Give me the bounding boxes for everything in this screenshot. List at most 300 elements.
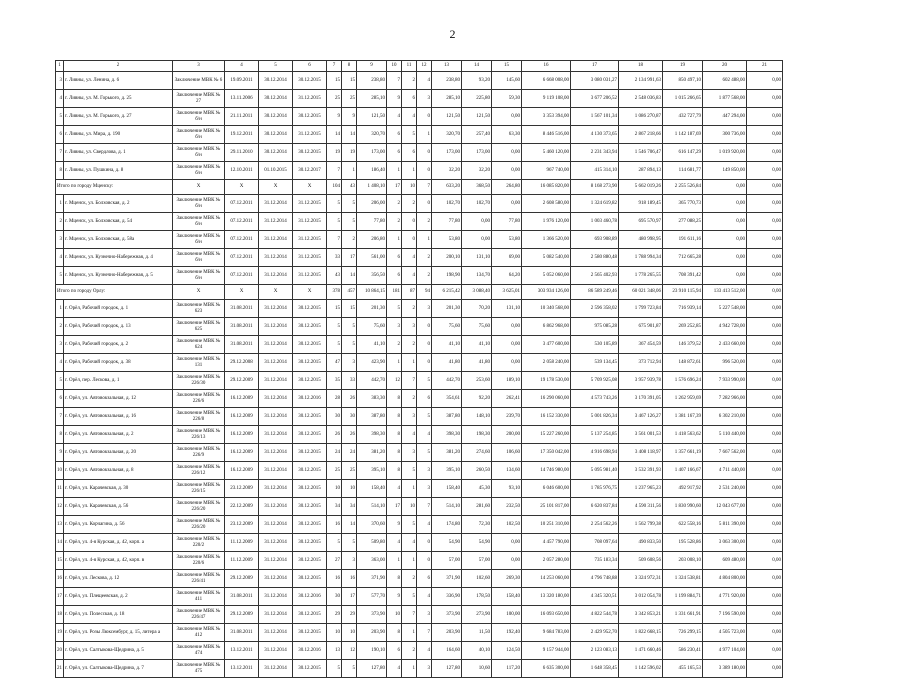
total-row [56,285,783,300]
table-cell: 70,20 [462,300,492,318]
table-cell: 9 157 944,00 [522,642,571,660]
table-cell: 368,50 [462,180,492,195]
table-cell: 4 590 311,56 [619,498,663,516]
table-cell: 178,50 [462,588,492,606]
table-cell: 24 [327,444,342,462]
table-row [56,231,783,249]
table-cell: 708 097,64 [571,534,619,552]
table-row [56,498,783,516]
table-cell: 23 910 115,94 [663,285,703,300]
table-cell: 16.12.2009 [225,444,259,462]
table-cell: 158,40 [357,480,387,498]
table-cell: 3 353 394,00 [522,108,571,126]
table-cell: 191 611,16 [663,231,703,249]
table-cell: 7 [56,144,64,162]
table-cell: 9 [387,90,402,108]
table-cell: 442,70 [357,372,387,390]
table-cell: 07.12.2011 [225,249,259,267]
table-cell: 158,40 [492,588,522,606]
table-cell: 5 [342,336,357,354]
document-cell: Заключение МВК № 27 [173,90,225,108]
column-number: 4 [225,61,259,72]
column-number: 17 [571,61,619,72]
table-cell: 31.12.2014 [259,318,293,336]
document-cell: Заключение МВК № б/н [173,231,225,249]
table-cell: 30.12.2015 [293,108,327,126]
column-number: 12 [417,61,432,72]
table-cell: 181 [387,285,402,300]
table-cell: 131,10 [462,249,492,267]
table-cell: 383,30 [357,390,387,408]
table-cell: 30 [327,588,342,606]
table-cell: 72,30 [462,516,492,534]
document-cell: Заключение МВК № 226/13 [173,426,225,444]
table-cell: 3 [402,318,417,336]
table-cell: 260,50 [462,462,492,480]
table-cell: 3 [417,606,432,624]
document-cell: Заключение МВК № 226/6 [173,390,225,408]
column-number: 11 [402,61,417,72]
table-cell: 4 916 698,94 [571,444,619,462]
table-cell: 3 [56,336,64,354]
table-cell: 206,80 [357,231,387,249]
table-cell: 21.11.2011 [225,108,259,126]
table-row [56,162,783,180]
table-cell: 9 684 783,00 [522,624,571,642]
address-cell: г. Мценск, ул. Болховская, д. 2 [64,195,173,213]
table-cell: 415 314,10 [571,162,619,180]
table-cell: 47 [327,354,342,372]
table-cell: 2 [417,213,432,231]
table-cell: 3 677 206,52 [571,90,619,108]
table-cell: 14 [56,534,64,552]
column-number: 18 [619,61,663,72]
table-cell: 7 667 562,00 [703,444,747,462]
table-cell: 356,50 [357,267,387,285]
table-row [56,72,783,90]
table-cell: 32,20 [432,162,462,180]
table-cell: 0,00 [703,267,747,285]
table-cell: 13.11.2006 [225,90,259,108]
table-cell: 11.12.2009 [225,552,259,570]
table-cell: 43 [327,267,342,285]
table-cell: 07.12.2011 [225,195,259,213]
table-cell: 373 712,94 [619,354,663,372]
document-cell: Заключение МВК № 226/47 [173,606,225,624]
table-cell: 0,00 [492,318,522,336]
table-cell: 0,00 [747,285,783,300]
table-cell: 87 [402,285,417,300]
table-cell: 07.12.2011 [225,231,259,249]
table-cell: 1 576 696,24 [663,372,703,390]
table-cell: 2 [402,570,417,588]
table-cell: 4 [387,660,402,678]
table-cell: 31.12.2014 [259,516,293,534]
address-cell: г. Орёл, Рабочий городок, д. 2 [64,336,173,354]
table-cell: 25 [327,90,342,108]
table-cell: 1 [402,162,417,180]
table-cell: 0,00 [747,570,783,588]
table-row [56,108,783,126]
address-cell: г. Орёл, ул. Плещеевская, д. 2 [64,588,173,606]
table-cell: 0,00 [703,249,747,267]
table-cell: 371,90 [357,570,387,588]
table-cell: 0,00 [747,552,783,570]
document-cell: Заключение МВК № 624 [173,336,225,354]
table-cell: 285,10 [432,90,462,108]
table-cell: 31.12.2014 [259,213,293,231]
table-cell: 0 [417,354,432,372]
table-cell: 0,00 [747,372,783,390]
table-cell: 0 [417,318,432,336]
table-cell: 0,00 [747,126,783,144]
data-table [55,60,783,678]
table-cell: 2 [387,195,402,213]
table-cell: 1 648 358,45 [571,660,619,678]
table-cell: 9 [56,444,64,462]
table-cell: 0,00 [747,426,783,444]
table-cell: 1 [417,126,432,144]
table-cell: 3 957 939,78 [619,372,663,390]
table-cell: 10 [342,624,357,642]
table-cell: 0,00 [747,354,783,372]
table-cell: 146 379,52 [663,336,703,354]
table-cell: 320,70 [357,126,387,144]
table-cell: 2 254 562,26 [571,516,619,534]
column-number: 15 [492,61,522,72]
table-cell: 77,80 [357,213,387,231]
table-cell: 5 811 390,00 [703,516,747,534]
table-cell: 1 567 101,34 [571,108,619,126]
table-cell: 0,00 [747,606,783,624]
table-cell: 6 [387,249,402,267]
table-cell: 3 [56,72,64,90]
table-cell: 387,80 [357,408,387,426]
table-cell: 201,30 [357,300,387,318]
table-cell: 10 [402,498,417,516]
table-cell: 31.12.2014 [259,552,293,570]
table-cell: 189,10 [492,372,522,390]
table-cell: 114 681,77 [663,162,703,180]
table-cell: 281,60 [462,498,492,516]
table-cell: 3 [342,552,357,570]
table-cell: 303 934 126,00 [522,285,571,300]
table-cell: 15 [327,72,342,90]
table-row [56,213,783,231]
table-cell: 1 778 265,55 [619,267,663,285]
table-cell: 8 168 273,90 [571,180,619,195]
table-cell: 29.12.2008 [225,354,259,372]
table-cell: 0,00 [747,408,783,426]
table-row [56,462,783,480]
table-cell: 0,00 [492,552,522,570]
table-cell: 373,90 [357,606,387,624]
column-number: 5 [259,61,293,72]
table-cell: 1 237 965,23 [619,480,663,498]
table-cell: 17 [342,588,357,606]
table-cell: 6 [56,126,64,144]
table-cell: 442,70 [432,372,462,390]
table-cell: 2 596 358,02 [571,300,619,318]
table-cell: 5 [417,372,432,390]
table-cell: 3 625,01 [492,285,522,300]
table-cell: 269,30 [492,570,522,588]
table-cell: 17 350 042,00 [522,444,571,462]
address-cell: г. Орёл, Рабочий городок, д. 1 [64,300,173,318]
document-cell: Заключение МВК № 226/12 [173,462,225,480]
table-cell: 2 608 580,00 [522,195,571,213]
table-cell: 31.12.2014 [259,588,293,606]
table-cell: 15 [327,300,342,318]
table-cell: 1 877 568,00 [703,90,747,108]
table-cell: 726 299,15 [663,624,703,642]
table-cell: 17 [387,180,402,195]
table-cell: 19.12.2011 [225,126,259,144]
table-cell: 300 736,00 [703,126,747,144]
table-cell: 30.12.2015 [293,534,327,552]
table-cell: 5 [402,126,417,144]
table-cell: 121,50 [432,108,462,126]
table-cell: 29.12.2009 [225,372,259,390]
address-cell: г. Орёл, ул. Корчагина, д. 56 [64,516,173,534]
document-cell: Заключение МВК № б/н [173,213,225,231]
table-cell: 63,30 [492,126,522,144]
table-cell: 186,40 [357,162,387,180]
table-cell: 457 [342,285,357,300]
table-cell: 201,30 [432,300,462,318]
table-cell: 7 [327,162,342,180]
table-cell: 0,00 [703,231,747,249]
table-cell: 19 [342,144,357,162]
table-cell: 1 418 563,62 [663,426,703,444]
table-cell: 1 357 661,19 [663,444,703,462]
table-cell: 16 [56,570,64,588]
table-cell: 31.12.2014 [259,480,293,498]
table-cell: 13 320 180,00 [522,588,571,606]
table-cell: 4 [402,426,417,444]
table-cell: 1 381 167,39 [663,408,703,426]
address-cell: г. Орёл, Рабочий городок, д. 13 [64,318,173,336]
table-cell: 5 110 440,00 [703,426,747,444]
table-cell: 5 [327,336,342,354]
address-cell: г. Ливны, ул. Ленина, д. 6 [64,72,173,90]
table-cell: 10 864,15 [357,285,387,300]
document-cell: Заключение МВК № 226/20 [173,516,225,534]
table-cell: 2 255 526,84 [663,180,703,195]
table-cell: 3 [417,462,432,480]
table-cell: 1 331 661,91 [663,606,703,624]
table-cell: 92,20 [462,390,492,408]
table-cell: 4 [56,354,64,372]
table-cell: 1 324 619,82 [571,195,619,213]
column-number: 14 [462,61,492,72]
table-cell: 30.12.2015 [293,300,327,318]
table-cell: 19 178 530,00 [522,372,571,390]
table-cell: 30.12.2015 [293,570,327,588]
table-cell: 0,00 [703,180,747,195]
table-cell: 2 [417,267,432,285]
table-cell: 5 [327,660,342,678]
table-cell: 3 [387,318,402,336]
table-cell: 373,90 [432,606,462,624]
address-cell: г. Орёл, ул. Лескова, д. 12 [64,570,173,588]
table-cell: 1 019 920,00 [703,144,747,162]
address-cell: г. Орёл, ул. 4-я Курская, д. 42, корп. в [64,552,173,570]
table-cell: 5 137 254,85 [571,426,619,444]
table-cell: 7 282 966,00 [703,390,747,408]
table-cell: 1 408,10 [357,180,387,195]
table-cell: 5 [327,195,342,213]
document-cell: Заключение МВК № 226/9 [173,444,225,462]
table-cell: 8 [387,426,402,444]
table-cell: 9 [342,108,357,126]
table-row [56,90,783,108]
column-number: 20 [703,61,747,72]
table-cell: 102,50 [492,516,522,534]
table-cell: 455 165,53 [663,660,703,678]
table-cell: 602 488,00 [703,72,747,90]
table-cell: 8 [387,444,402,462]
table-cell: 2 [387,336,402,354]
table-cell: 12 [342,642,357,660]
table-cell: 30.12.2015 [293,72,327,90]
table-cell: 4 822 544,78 [571,606,619,624]
table-cell: 9 119 108,00 [522,90,571,108]
table-cell: X [173,285,225,300]
table-cell: 4 [402,108,417,126]
column-number: 16 [522,61,571,72]
table-row [56,642,783,660]
table-cell: 530 105,89 [571,336,619,354]
table-cell: 41,10 [462,336,492,354]
table-cell: 29.12.2009 [225,570,259,588]
table-cell: 264,80 [492,180,522,195]
column-number: 7 [327,61,342,72]
table-cell: 1 [417,231,432,249]
table-cell: 1 [402,552,417,570]
table-cell: 6 862 968,00 [522,318,571,336]
table-cell: 7 [417,498,432,516]
table-cell: 30.12.2015 [293,462,327,480]
table-cell: 5 095 981,40 [571,462,619,480]
table-cell: 12 043 677,00 [703,498,747,516]
table-cell: 173,00 [357,144,387,162]
table-cell: 8 [56,426,64,444]
table-cell: 30.12.2015 [293,552,327,570]
table-cell: 6 [402,144,417,162]
table-cell: 7 [387,72,402,90]
table-cell: 1 546 706,47 [619,144,663,162]
table-row [56,408,783,426]
table-cell: 5 [402,588,417,606]
table-cell: 1 142 187,69 [663,126,703,144]
table-cell: 11 [56,480,64,498]
table-row [56,336,783,354]
table-cell: 5 [342,534,357,552]
table-cell: 31.12.2015 [293,126,327,144]
table-cell: 195 528,86 [663,534,703,552]
document-cell: Заключение МВК № 623 [173,300,225,318]
table-row [56,552,783,570]
table-cell: 2 058 240,00 [522,354,571,372]
table-cell: 31.12.2015 [293,249,327,267]
document-cell: Заключение МВК № 226/15 [173,480,225,498]
table-cell: 262,41 [492,390,522,408]
table-cell: 104 [327,180,342,195]
table-cell: 7 [417,624,432,642]
table-cell: 26 [342,390,357,408]
table-cell: 3 012 054,78 [619,588,663,606]
table-cell: 509 608,56 [619,552,663,570]
table-cell: 53,80 [492,231,522,249]
table-cell: 0,00 [747,180,783,195]
table-cell: 134,60 [492,462,522,480]
table-cell: 133 413 512,00 [703,285,747,300]
table-cell: 378 [327,285,342,300]
table-cell: 41,80 [462,354,492,372]
table-cell: 0,00 [747,72,783,90]
table-cell: 1 142 596,02 [619,660,663,678]
table-cell: 31.12.2014 [259,249,293,267]
table-cell: 1 [402,660,417,678]
table-cell: 106,60 [492,444,522,462]
table-cell: 10 [402,180,417,195]
address-cell: г. Ливны, ул. М. Горького, д. 25 [64,90,173,108]
table-cell: 514,10 [432,498,462,516]
table-cell: 398,30 [432,426,462,444]
table-cell: X [173,180,225,195]
table-cell: 14 [342,516,357,534]
table-cell: 102,60 [462,570,492,588]
table-cell: 4 711 440,00 [703,462,747,480]
table-cell: 173,00 [432,144,462,162]
table-cell: 6 [417,390,432,408]
table-cell: 26 [327,426,342,444]
table-cell: 15 227 260,00 [522,426,571,444]
table-cell: 3 561 001,53 [619,426,663,444]
table-cell: X [293,285,327,300]
table-cell: 16 290 060,00 [522,390,571,408]
table-cell: 320,70 [432,126,462,144]
table-cell: 5 [327,534,342,552]
table-cell: 77,80 [432,213,462,231]
table-cell: 1 [387,162,402,180]
table-cell: 0,00 [747,144,783,162]
table-cell: 609 480,00 [703,552,747,570]
table-cell: 13.12.2011 [225,642,259,660]
table-cell: 10 [342,480,357,498]
table-cell: 4 796 748,88 [571,570,619,588]
table-cell: 100,00 [492,606,522,624]
table-cell: 3 389 180,00 [703,660,747,678]
table-cell: 3 467 126,27 [619,408,663,426]
table-cell: 5 227 548,00 [703,300,747,318]
table-cell: 192,40 [492,624,522,642]
table-cell: 15 [56,552,64,570]
table-cell: 5 [56,372,64,390]
table-cell: 5 [327,318,342,336]
document-cell: Заключение МВК № 412 [173,624,225,642]
table-cell: 7 [402,606,417,624]
table-cell: 5 [402,462,417,480]
table-cell: 1 830 990,60 [663,498,703,516]
address-cell: г. Орёл, ул. 4-я Курская, д. 42, корп. а [64,534,173,552]
table-cell: 17 [342,249,357,267]
table-cell: 0,00 [747,390,783,408]
table-cell: 31.08.2011 [225,300,259,318]
table-cell: 0,00 [492,195,522,213]
table-cell: 10,60 [462,660,492,678]
